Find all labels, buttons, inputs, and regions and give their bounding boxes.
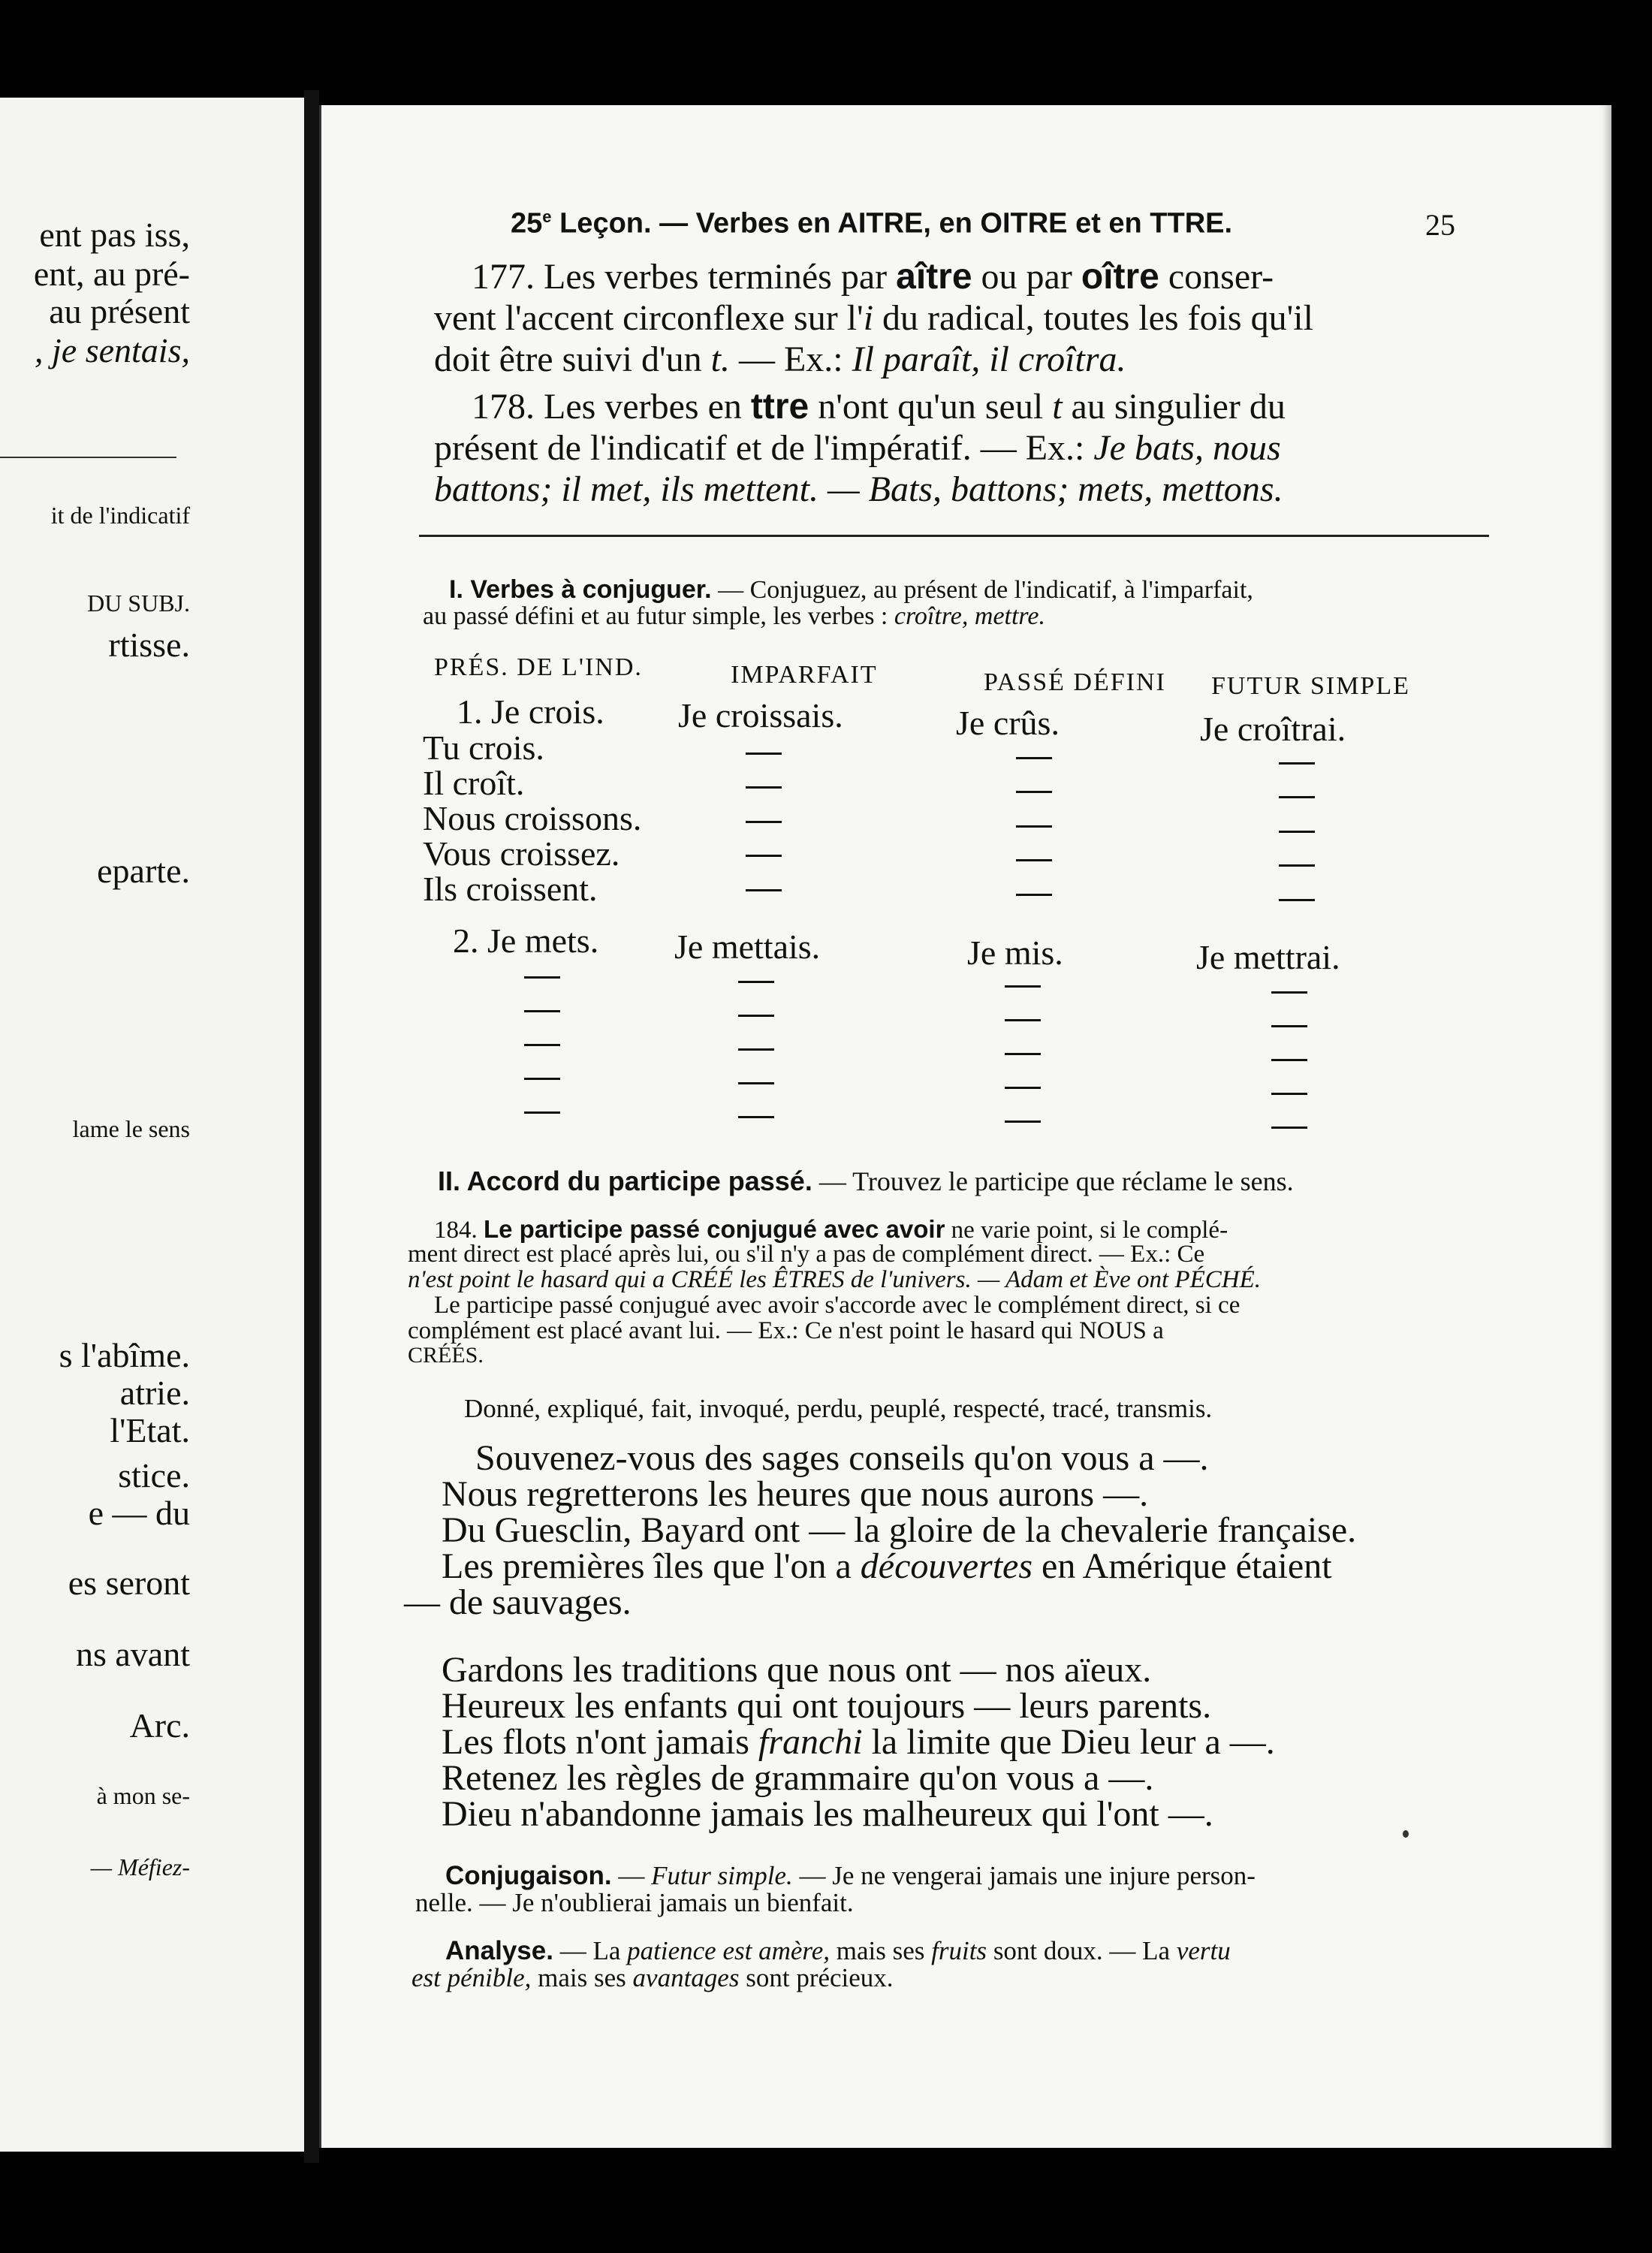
- blank-dash: [1005, 1053, 1041, 1055]
- exercise-sentence: Souvenez-vous des sages conseils qu'on vous a —.: [475, 1438, 1209, 1478]
- conjugaison-line-2: nelle. — Je n'oublierai jamais un bienfait.: [415, 1888, 854, 1917]
- rule-text: ou par: [981, 257, 1072, 297]
- blank-dash: [738, 1116, 774, 1118]
- blank-dash: [1279, 899, 1315, 901]
- conjugation-cell: Tu crois.: [423, 728, 544, 767]
- analyse-text: sont précieux.: [746, 1963, 894, 1992]
- left-text-line: s l'abîme.: [59, 1336, 190, 1374]
- conjugation-cell: Je mettrai.: [1196, 938, 1340, 976]
- exercise-label: II. Accord du participe passé.: [438, 1166, 812, 1196]
- rule-184-line-1: [434, 1217, 1228, 1243]
- rule-178-line-1: [472, 389, 1286, 425]
- left-text-line: au présent: [49, 292, 190, 330]
- exercise-sentence: [442, 1546, 1332, 1586]
- left-text-line: — Méfiez-: [90, 1853, 190, 1881]
- rule-184-line-6: CRÉÉS.: [408, 1343, 484, 1368]
- conjugation-cell: Je mis.: [967, 933, 1063, 972]
- left-text-line: es seront: [68, 1564, 190, 1602]
- blank-dash: [1279, 796, 1315, 798]
- rule-177-line-1: [472, 259, 1274, 295]
- rule-keyword: aître: [896, 257, 972, 297]
- blank-dash: [1016, 894, 1052, 896]
- exercise-instruction: — Conjuguez, au présent de l'indicatif, à l'imparfait,: [718, 576, 1253, 604]
- blank-dash: [738, 1048, 774, 1051]
- conjugation-cell: Il croît.: [423, 764, 525, 802]
- rule-text: Les verbes terminés par: [544, 257, 888, 297]
- blank-dash: [524, 1010, 560, 1012]
- conjugation-cell: Je croîtrai.: [1200, 710, 1346, 748]
- sentence-part: en Amérique étaient: [1042, 1546, 1332, 1586]
- rule-184-line-2: ment direct est placé après lui, ou s'il n'y a pas de complément direct. — Ex.: Ce: [408, 1241, 1205, 1268]
- blank-dash: [738, 1015, 774, 1017]
- rule-177-line-3: [434, 339, 1126, 379]
- conjugaison-label: Conjugaison.: [445, 1861, 612, 1890]
- rule-text: présent de l'indicatif et de l'impératif. — Ex.:: [434, 428, 1085, 468]
- conjugation-cell: Je crûs.: [956, 704, 1060, 742]
- left-text-line: ent, au pré-: [33, 255, 190, 293]
- sentence-part: Les flots n'ont jamais: [442, 1722, 749, 1762]
- blank-dash: [1271, 1025, 1307, 1027]
- left-text-line: lame le sens: [72, 1115, 190, 1142]
- rule-184-line-4: Le participe passé conjugué avec avoir s'accorde avec le complément direct, si ce: [434, 1292, 1241, 1319]
- blank-dash: [1271, 1093, 1307, 1095]
- sentence-participle: découvertes: [860, 1546, 1033, 1586]
- conjugation-cell: Nous croissons.: [423, 799, 642, 837]
- blank-dash: [1279, 831, 1315, 833]
- analyse-word: est pénible,: [411, 1963, 532, 1992]
- rule-example: Il paraît, il croîtra.: [852, 339, 1126, 379]
- rule-text: du radical, toutes les fois qu'il: [882, 298, 1313, 338]
- left-text-line: Arc.: [129, 1706, 190, 1745]
- analyse-line-1: [445, 1938, 1231, 1964]
- conjugation-cell: 2. Je mets.: [453, 921, 599, 960]
- exercise-sentence: Heureux les enfants qui ont toujours — leurs parents.: [442, 1686, 1212, 1726]
- word-list: Donné, expliqué, fait, invoqué, perdu, peuplé, respecté, tracé, transmis.: [464, 1394, 1213, 1423]
- blank-dash: [746, 855, 782, 857]
- left-text-line: it de l'indicatif: [50, 502, 190, 529]
- left-text-line: ent pas iss,: [39, 216, 190, 254]
- rule-text: au singulier du: [1071, 387, 1286, 427]
- blank-dash: [1279, 864, 1315, 867]
- blank-dash: [1271, 991, 1307, 994]
- page-number: 25: [1425, 208, 1455, 242]
- left-text-line: l'Etat.: [110, 1411, 190, 1449]
- rule-example: Je bats, nous: [1093, 428, 1281, 468]
- lesson-number: 25: [511, 207, 543, 240]
- exercise-sentence: Dieu n'abandonne jamais les malheureux qui l'ont —.: [442, 1794, 1213, 1834]
- blank-dash: [1005, 1019, 1041, 1021]
- exercise-1-instruction-2: [423, 604, 1045, 629]
- exercise-sentence: Retenez les règles de grammaire qu'on vous a —.: [442, 1758, 1154, 1798]
- blank-dash: [524, 1111, 560, 1114]
- conjugation-cell: Je mettais.: [674, 927, 821, 966]
- exercise-instruction: — Trouvez le participe que réclame le sens.: [818, 1166, 1294, 1196]
- conjugaison-text: — Je ne vengerai jamais une injure person-: [799, 1861, 1256, 1890]
- analyse-word: fruits: [931, 1936, 987, 1965]
- rule-keyword: ttre: [750, 387, 809, 427]
- left-text-line: stice.: [118, 1456, 190, 1494]
- exercise-instruction: au passé défini et au futur simple, les verbes :: [423, 602, 888, 630]
- analyse-word: vertu: [1176, 1936, 1231, 1965]
- rule-number: 178.: [472, 387, 535, 427]
- blank-dash: [524, 976, 560, 979]
- conjugation-cell: 1. Je crois.: [457, 692, 604, 731]
- rule-number: 177.: [472, 257, 535, 297]
- blank-dash: [1016, 791, 1052, 793]
- rule-text: doit être suivi d'un: [434, 339, 702, 379]
- left-text-line: à mon se-: [96, 1782, 190, 1809]
- book-gutter: [304, 90, 319, 2163]
- blank-dash: [1016, 859, 1052, 861]
- blank-dash: [746, 821, 782, 823]
- rule-text: conser-: [1168, 257, 1274, 297]
- exercise-label: I. Verbes à conjuguer.: [449, 575, 712, 604]
- blank-dash: [524, 1078, 560, 1080]
- exercise-2-heading: [438, 1168, 1294, 1195]
- blank-dash: [1016, 825, 1052, 828]
- rule-letter: t.: [710, 339, 730, 379]
- ink-speck: [1403, 1830, 1409, 1838]
- rule-text: ne varie point, si le complé-: [951, 1217, 1228, 1244]
- exercise-verbs: croître, mettre.: [894, 602, 1045, 630]
- left-text-line: eparte.: [97, 852, 190, 890]
- conjugation-cell: Vous croissez.: [423, 834, 620, 873]
- analyse-text: mais ses: [538, 1963, 626, 1992]
- exercise-sentence: [442, 1724, 1275, 1760]
- blank-dash: [1271, 1126, 1307, 1129]
- rule-text: Les verbes en: [544, 387, 742, 427]
- analyse-text: sont doux. — La: [993, 1936, 1171, 1965]
- column-header: IMPARFAIT: [731, 661, 878, 689]
- section-divider: [419, 535, 1489, 537]
- exercise-sentence: Nous regretterons les heures que nous aurons —.: [442, 1474, 1149, 1514]
- conjugation-cell: Ils croissent.: [423, 870, 598, 908]
- blank-dash: [1005, 1120, 1041, 1123]
- rule-text: n'ont qu'un seul: [818, 387, 1044, 427]
- rule-184-line-5: complément est placé avant lui. — Ex.: Ce n'est point le hasard qui NOUS a: [408, 1317, 1164, 1344]
- blank-dash: [1016, 757, 1052, 759]
- left-text-line: rtisse.: [108, 626, 190, 664]
- left-divider: [0, 457, 176, 458]
- blank-dash: [1271, 1059, 1307, 1061]
- left-text-line: DU SUBJ.: [87, 590, 190, 617]
- sentence-part: la limite que Dieu leur a —.: [871, 1722, 1275, 1762]
- separator: —: [618, 1861, 645, 1890]
- blank-dash: [746, 786, 782, 789]
- left-text-line: , je sentais,: [35, 331, 190, 369]
- sentence-part: Les premières îles que l'on a: [442, 1546, 852, 1586]
- rule-177-line-2: [434, 300, 1313, 336]
- rule-letter: t: [1052, 387, 1063, 427]
- lesson-title: Leçon. — Verbes en AITRE, en OITRE et en TTRE.: [559, 207, 1233, 240]
- conjugaison-line-1: [445, 1862, 1256, 1889]
- rule-keyword: oître: [1081, 257, 1159, 297]
- analyse-line-2: [411, 1965, 894, 1991]
- blank-dash: [524, 1044, 560, 1046]
- conjugaison-tense: Futur simple.: [651, 1861, 793, 1890]
- rule-178-line-3: battons; il met, ils mettent. — Bats, battons; mets, mettons.: [434, 469, 1283, 509]
- exercise-sentence: Gardons les traditions que nous ont — nos aïeux.: [442, 1650, 1152, 1690]
- book-page: [319, 105, 1611, 2148]
- analyse-label: Analyse.: [445, 1936, 553, 1965]
- column-header: PASSÉ DÉFINI: [984, 668, 1166, 696]
- column-header: PRÉS. DE L'IND.: [434, 653, 643, 681]
- blank-dash: [738, 981, 774, 983]
- blank-dash: [1005, 1087, 1041, 1089]
- rule-184-line-3: n'est point le hasard qui a CRÉÉ les ÊTRES de l'univers. — Adam et Ève ont PÉCHÉ.: [408, 1266, 1261, 1293]
- rule-text: — Ex.:: [738, 339, 843, 379]
- analyse-text: mais ses: [836, 1936, 925, 1965]
- left-text-line: e — du: [88, 1494, 190, 1532]
- left-text-line: ns avant: [75, 1635, 190, 1673]
- analyse-word: patience est amère,: [627, 1936, 830, 1965]
- analyse-text: — La: [559, 1936, 621, 1965]
- rule-number: 184.: [434, 1217, 478, 1244]
- blank-dash: [1279, 762, 1315, 765]
- previous-page-fragment: [0, 98, 306, 2152]
- lesson-header: [511, 209, 1232, 238]
- rule-letter: i: [863, 298, 874, 338]
- sentence-participle: franchi: [758, 1722, 863, 1762]
- rule-text: vent l'accent circonflexe sur l': [434, 298, 864, 338]
- lesson-number-suffix: e: [542, 207, 552, 226]
- exercise-1-heading: [449, 577, 1253, 603]
- conjugation-cell: Je croissais.: [678, 696, 843, 734]
- rule-keyword: Le participe passé conjugué avec avoir: [484, 1215, 945, 1243]
- blank-dash: [1005, 985, 1041, 988]
- analyse-word: avantages: [632, 1963, 740, 1992]
- blank-dash: [738, 1082, 774, 1084]
- left-text-line: atrie.: [119, 1374, 190, 1412]
- blank-dash: [746, 753, 782, 755]
- column-header: FUTUR SIMPLE: [1211, 672, 1410, 700]
- blank-dash: [746, 889, 782, 891]
- exercise-sentence: — de sauvages.: [404, 1582, 632, 1622]
- exercise-sentence: Du Guesclin, Bayard ont — la gloire de la chevalerie française.: [442, 1510, 1357, 1550]
- rule-178-line-2: [434, 430, 1281, 466]
